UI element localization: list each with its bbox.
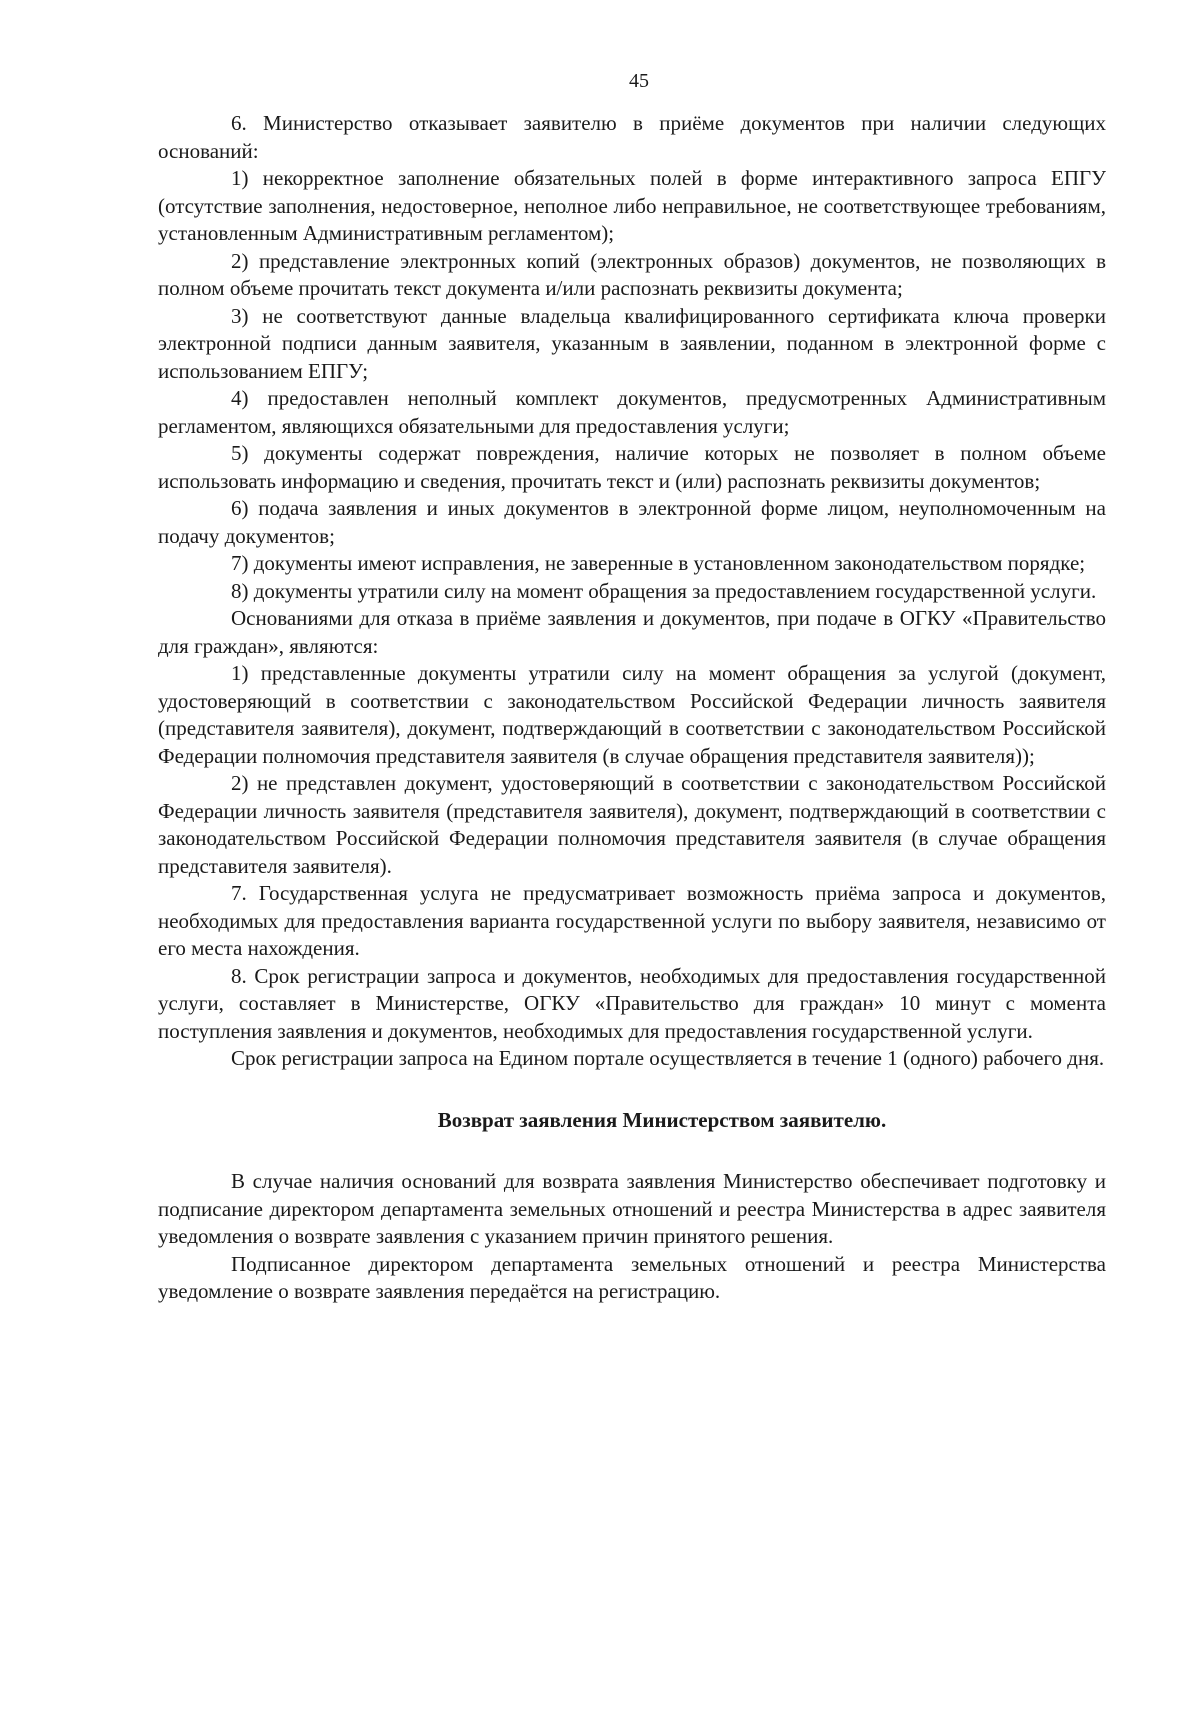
- paragraph: 2) не представлен документ, удостоверяющий в соответствии с законодательством Российской Федерации личность заявителя (представителя заявителя), документ, подтверждающий в соответствии с законодательством Российской Федерации полномочия представителя заявителя (в случае обращения представителя заявителя).: [158, 771, 1106, 878]
- paragraph: 1) некорректное заполнение обязательных полей в форме интерактивного запроса ЕПГУ (отсутствие заполнения, недостоверное, неполное либо неправильное, не соответствующее требованиям, установленным Административным регламентом);: [158, 166, 1106, 245]
- page-number: 45: [629, 70, 649, 92]
- paragraph: 8. Срок регистрации запроса и документов, необходимых для предоставления государственной услуги, составляет в Министерстве, ОГКУ «Правительство для граждан» 10 минут с момента поступления заявления и документов, необходимых для предоставления государственной услуги.: [158, 963, 1106, 1043]
- paragraph: 3) не соответствуют данные владельца квалифицированного сертификата ключа проверки электронной подписи данным заявителя, указанным в заявлении, поданном в электронной форме с использованием ЕПГУ;: [158, 303, 1106, 383]
- section-heading: Возврат заявления Министерством заявителю.: [437, 1107, 887, 1132]
- paragraph: 7. Государственная услуга не предусматривает возможность приёма запроса и документов, необходимых для предоставления варианта государственной услуги по выбору заявителя, независимо от его места нахождения.: [158, 881, 1106, 960]
- paragraph: 7) документы имеют исправления, не заверенные в установленном законодательством порядке;: [231, 551, 1086, 575]
- paragraph: Основаниями для отказа в приёме заявления и документов, при подаче в ОГКУ «Правительство для граждан», являются:: [158, 606, 1106, 658]
- paragraph: 8) документы утратили силу на момент обращения за предоставлением государственной услуги.: [231, 578, 1097, 603]
- paragraph: Подписанное директором департамента земельных отношений и реестра Министерства уведомление о возврате заявления передаётся на регистрацию.: [158, 1251, 1106, 1303]
- paragraph: 1) представленные документы утратили силу на момент обращения за услугой (документ, удостоверяющий в соответствии с законодательством Российской Федерации личность заявителя (представителя заявителя), документ, подтверждающий в соответствии с законодательством Российской Федерации полномочия представителя заявителя (в случае обращения представителя заявителя));: [158, 661, 1106, 768]
- paragraph: Срок регистрации запроса на Едином портале осуществляется в течение 1 (одного) рабочего дня.: [231, 1046, 1105, 1070]
- document-body: [158, 110, 1106, 1306]
- paragraph: 2) представление электронных копий (электронных образов) документов, не позволяющих в полном объеме прочитать текст документа и/или распознать реквизиты документа;: [158, 248, 1106, 300]
- paragraph: В случае наличия оснований для возврата заявления Министерство обеспечивает подготовку и подписание директором департамента земельных отношений и реестра Министерства в адрес заявителя уведомления о возврате заявления с указанием причин принятого решения.: [158, 1169, 1106, 1248]
- paragraph: 4) предоставлен неполный комплект документов, предусмотренных Административным регламентом, являющихся обязательными для предоставления услуги;: [158, 386, 1106, 438]
- paragraph: 6) подача заявления и иных документов в электронной форме лицом, неуполномоченным на подачу документов;: [158, 496, 1106, 548]
- paragraph: 5) документы содержат повреждения, наличие которых не позволяет в полном объеме использовать информацию и сведения, прочитать текст и (или) распознать реквизиты документов;: [158, 441, 1106, 493]
- paragraph: 6. Министерство отказывает заявителю в приёме документов при наличии следующих оснований:: [158, 111, 1106, 163]
